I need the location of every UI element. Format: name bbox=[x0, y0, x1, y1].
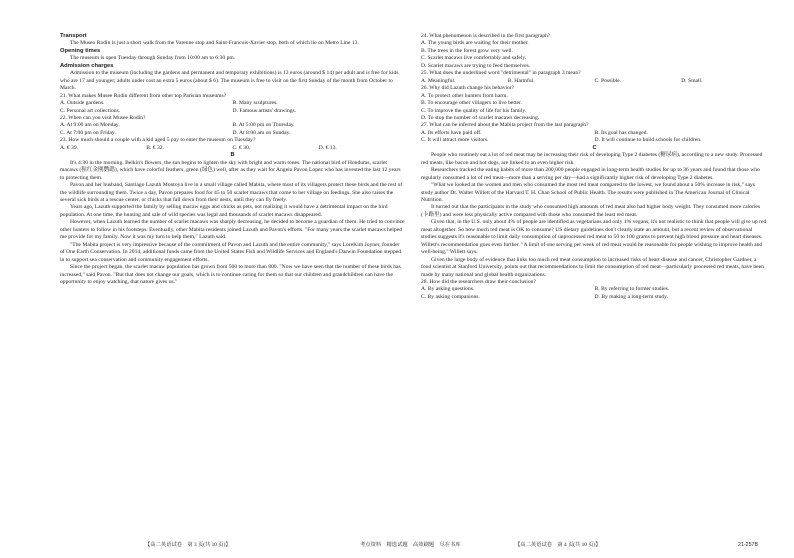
right-column bbox=[421, 33, 768, 301]
passage-c-paragraph-1: People who routinely eat a lot of red meat may be increasing their risk of developing Type 2 diabetes (糖尿病), according to a new study. Processed red meats, like bacon and hot dogs, are linked to an even higher risk. bbox=[421, 152, 763, 166]
q25-option-d: D. Small. bbox=[681, 77, 703, 84]
footer-slogan: 考点资料 精选试题 高效刷题 尽在书库 bbox=[360, 542, 461, 548]
q23-option-a: A. € 39. bbox=[60, 144, 79, 151]
passage-b-paragraph-2: Pavon and her husband, Santiago Lazuth Montoya live in a small village called Mabita, where most of its villagers protect these birds and the rest of the wildlife surrounding them. Twice a day, Pavon prepares food for 45 to 50 scarlet macaws that come to her village on feedings. She also raises the several sick birds at a rescue center, or chicks that fall down from their nests, until they can fly freely. bbox=[60, 182, 403, 203]
q21-options-row-1 bbox=[60, 100, 405, 107]
q24-option-b: B. The trees in the forest grow very well. bbox=[421, 47, 513, 54]
q26-option-a: A. To protect other hunters from harm. bbox=[421, 92, 508, 99]
q28-option-a: A. By asking questions. bbox=[421, 286, 475, 293]
q28-options-row-1 bbox=[421, 286, 768, 293]
q21-option-a: A. Outside gardens. bbox=[60, 100, 105, 107]
left-column bbox=[60, 33, 405, 286]
question-26: 26. Why did Lazuth change his behavior? bbox=[421, 85, 515, 92]
q24-option-c: C. Scarlet macaws live comfortably and safely. bbox=[421, 55, 527, 62]
q21-option-b: B. Many sculptures. bbox=[232, 100, 278, 107]
q26-option-d: D. To stop the number of scarlet macaws decreasing. bbox=[421, 114, 540, 121]
q27-option-c: C. It will attract more visitors. bbox=[421, 137, 489, 144]
q22-option-b: B. At 5:00 pm on Thursday. bbox=[232, 122, 295, 129]
q28-option-d: D. By making a long-term study. bbox=[594, 293, 668, 300]
q23-option-d: D. € 13. bbox=[318, 144, 337, 151]
q25-options bbox=[421, 78, 768, 85]
q27-option-b: B. Its goal has changed. bbox=[594, 129, 648, 136]
q23-options bbox=[60, 145, 405, 152]
transport-text: The Museo Rodin is just a short walk from the Varenne stop and Saint-Francois-Xavier stop, both of which lie on Metro Line 13. bbox=[70, 40, 359, 47]
q22-options-row-1 bbox=[60, 122, 405, 129]
q25-option-c: C. Possible. bbox=[594, 77, 622, 84]
transport-heading: Transport bbox=[60, 33, 87, 39]
q26-option-b: B. To encourage other villagers to live better. bbox=[421, 100, 522, 107]
passage-b-paragraph-4: However, when Lazuth learned the number of scarlet macaws was sharply decreasing, he decided to become a guardian of them. He tried to convince other hunters to follow in his footsteps. Eventually, other Mabita residents joined Lazuth and Pavon's efforts. "For many years the scarlet macaws helped me provide for my family. Now it was my turn to help them," Lazuth said. bbox=[60, 219, 405, 241]
q21-options-row-2 bbox=[60, 108, 405, 115]
q27-option-d: D. It will continue to build schools for children. bbox=[594, 137, 702, 144]
q21-option-d: D. Famous artists' drawings. bbox=[232, 107, 297, 114]
passage-b-paragraph-6: Since the project began, the scarlet macaw population has grown from 500 to more than 800. "Now we have seen that the number of these birds has increased," said Pavon. "But that does not change our goals, which is to continue caring for them so that our children and grandchildren can have the opportunity to enjoy watching, that nature gives us." bbox=[60, 264, 401, 285]
footer-exam-code: 21-257B bbox=[738, 542, 759, 548]
q23-option-c: C. € 30. bbox=[232, 144, 251, 151]
q24-option-d: D. Scarlet macaws are trying to feed themselves. bbox=[421, 62, 531, 69]
admission-text: Admission to the museum (including the gardens and permanent and temporary exhibitions) is 13 euros (around $ 14) per adult and is free for kids who are 17 and younger; adults under cost an extra 5 euros (about $ 6). The museum is free to visit on the first Sunday of the month from October to March. bbox=[60, 70, 399, 92]
passage-c-paragraph-2: Researchers tracked the eating habits of more than 200,000 people engaged in long-term health studies for up to 36 years and found that those who regularly consumed a lot of red meat—more than a serving per day—had a significantly higher risk of developing Type 2 diabetes. bbox=[421, 167, 760, 181]
question-27: 27. What can be inferred about the Mabita project from the last paragraph? bbox=[421, 122, 589, 129]
footer-page-right: 【高二英语试卷 第 4 页(共 10 页)】 bbox=[515, 542, 601, 548]
q22-option-a: A. At 9:00 am on Monday. bbox=[60, 122, 120, 129]
q21-option-c: C. Personal art collections. bbox=[60, 107, 121, 114]
q23-option-b: B. € 32. bbox=[146, 144, 164, 151]
q24-option-a: A. The young birds are waiting for their mother. bbox=[421, 40, 529, 47]
q27-options-row-2 bbox=[421, 137, 768, 144]
opening-heading: Opening times bbox=[60, 47, 101, 54]
question-24: 24. What phenomenon is described in the first paragraph? bbox=[421, 33, 551, 39]
q26-option-c: C. To improve the quality of life for his family. bbox=[421, 107, 527, 114]
section-c-heading: C bbox=[592, 144, 597, 151]
passage-c-paragraph-5: Given that, in the U.S. only about 4% of people are identified as vegetarians and only 1% vegans, it's not realistic to think that people will give up red meat altogether. So how much red meat is OK to consume? US dietary guidelines don't clearly state an amount, but a recent review of observational studies suggests it's reasonable to limit daily consumption of unprocessed red meat to 50 to 100 grams to prevent high blood pressure and heart diseases. Willett's recommendation goes even further. "A limit of one serving per week of red meat would be reasonable for people wishing to improve health and well-being," Willett says. bbox=[421, 219, 767, 256]
q25-option-a: A. Meaningful. bbox=[421, 77, 456, 84]
question-25: 25. What does the underlined word "detrimental" in paragraph 3 mean? bbox=[421, 70, 581, 77]
question-23: 23. How much should a couple with a kid aged 5 pay to enter the museum on Tuesday? bbox=[60, 137, 256, 144]
question-28: 28. How did the researchers draw their conclusion? bbox=[421, 278, 536, 285]
q25-option-b: B. Harmful. bbox=[507, 77, 535, 84]
passage-c-paragraph-6: Given the large body of evidence that links too much red meat consumption to increased risks of heart disease and cancer, Christopher Gardner, a food scientist at Stanford University, points out that recommendations to limit the consumption of red meat—particularly processed red meats, have been made by many national and global health organizations. bbox=[421, 256, 764, 278]
section-b-heading: B bbox=[230, 152, 235, 159]
question-22: 22. When can you visit Musee Rodin? bbox=[60, 114, 146, 121]
q22-options-row-2 bbox=[60, 130, 405, 137]
q28-option-b: B. By referring to former studies. bbox=[594, 286, 670, 293]
q22-option-c: C. At 7:00 pm on Friday. bbox=[60, 129, 116, 136]
passage-b-paragraph-3: Years ago, Lazuth supported the family by selling macaw eggs and chicks as pets, not realizing it would have a detrimental impact on the bird population. At one time, the hunting and sale of wild species was legal and thousands of scarlet macaws disappeared. bbox=[60, 204, 388, 218]
q28-option-c: C. By asking companions. bbox=[421, 293, 480, 300]
passage-b-paragraph-1: It's 4:30 in the morning. Belkin's flowers, the sun begins to lighten the sky with bright and warm tones. The national bird of Honduras, scarlet macaws (猩红金刚鹦鹉), which have colorful feathers, green (绿色) well, after as they wait for Angela Pavon Lopez who has invested the last 12 years to protecting them. bbox=[60, 159, 401, 181]
footer-page-left: 【高二英语试卷 第 3 页(共 10 页)】 bbox=[145, 542, 231, 548]
q22-option-d: D. At 8:00 am on Sunday. bbox=[232, 129, 291, 136]
question-21: 21. What makes Musee Rodin different from other top Parisian museums? bbox=[60, 92, 227, 99]
admission-heading: Admission charges bbox=[60, 62, 114, 69]
passage-c-paragraph-4: It turned out that the participants in the study who consumed high amounts of red meat also had higher body weight. They consumed more calories (卡路里) and were less physically active compared with those who consumed the least red meat. bbox=[421, 204, 761, 218]
opening-text: The museum is open Tuesday through Sunday from 10:00 am to 6:30 pm. bbox=[70, 55, 236, 62]
passage-c-paragraph-3: "What we looked at the women and men who consumed the most red meat compared to the lowest, we found about a 50% increase in risk," says study author Dr. Walter Willett of the Harvard T. H. Chan School of Public Health. The results were published in The American Journal of Clinical Nutrition. bbox=[421, 182, 755, 203]
passage-b-paragraph-5: "The Mabita project is very impressive because of the commitment of Pavon and Lazuth and the entire community," says LoreKim Joyner, founder of One Earth Conservation. In 2014, additional funds came from the United States Fish and Wildlife Services and England's Darwin Foundation stepped in to support sea conservation and community engagement efforts. bbox=[60, 241, 402, 263]
q28-options-row-2 bbox=[421, 294, 768, 301]
q27-option-a: A. Its efforts have paid off. bbox=[421, 129, 482, 136]
